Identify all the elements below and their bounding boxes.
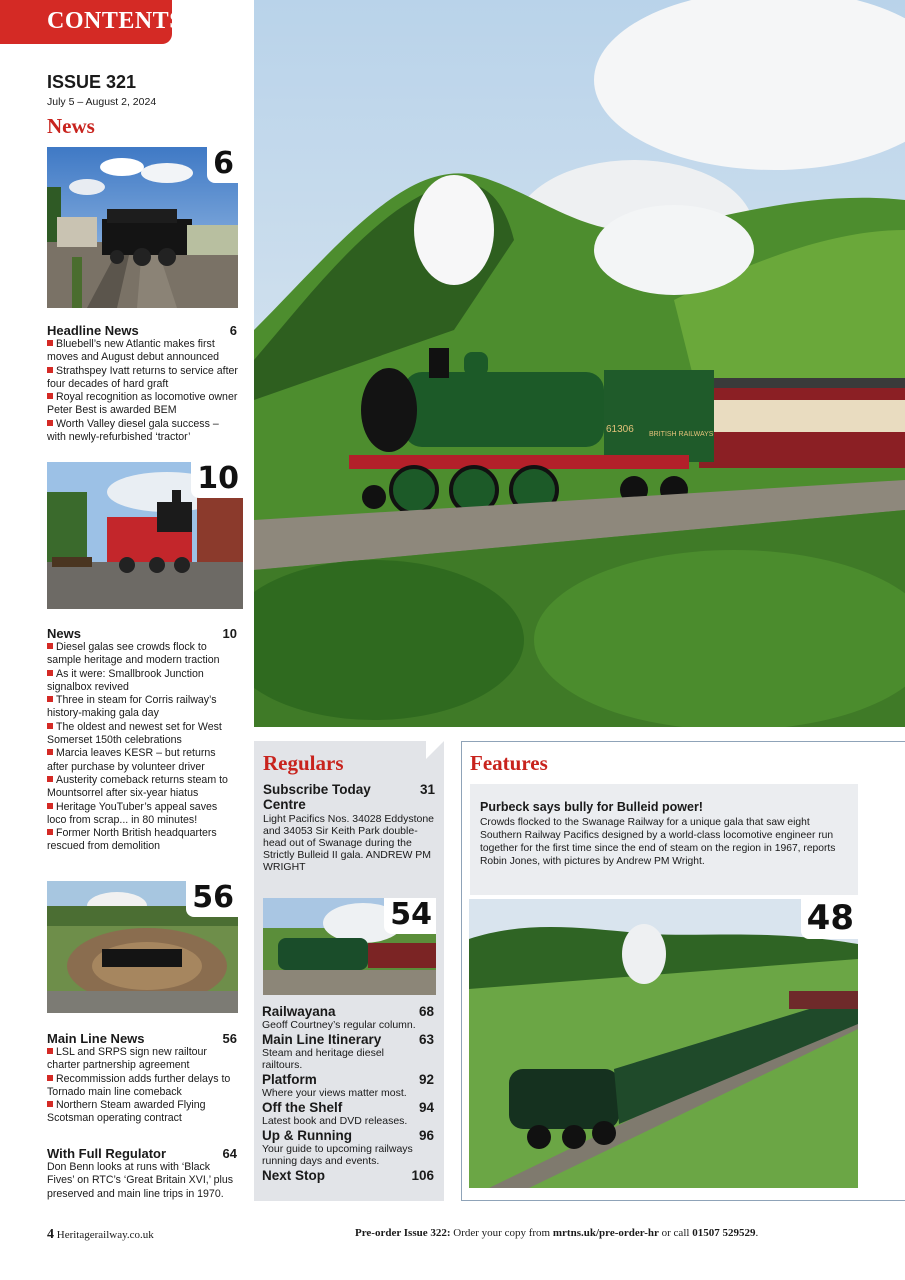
list-item: Marcia leaves KESR – but returns after purchase by volunteer driver: [47, 747, 216, 773]
hero-loco-number: 61306: [606, 424, 634, 435]
subscribe-title-2: Centre: [263, 797, 306, 812]
news-heading[interactable]: [47, 626, 237, 641]
page-number-56: 56: [186, 881, 238, 917]
subscribe-row[interactable]: [263, 782, 435, 797]
regulars-heading: Regulars: [263, 751, 344, 775]
list-item: Worth Valley diesel gala success – with newly-refurbished ‘tractor’: [47, 417, 219, 444]
list-item[interactable]: Off the Shelf 94 Latest book and DVD releases.: [262, 1100, 434, 1127]
list-item: Northern Steam awarded Flying Scotsman operating contract: [47, 1099, 206, 1125]
features-text: Crowds flocked to the Swanage Railway for a unique gala that saw eight Southern Railway Pacifics designed by a world-class locomotive engineer run together for the first time since the end of steam on the region in 1967, reports Robin Jones, with pictures by Andrew PM Wright.: [480, 817, 836, 867]
news-photo-turntable[interactable]: [47, 881, 238, 1013]
footer-left: [47, 1227, 154, 1243]
list-item: Austerity comeback returns steam to Mountsorrel after six-year hiatus: [47, 773, 228, 800]
news-photo-atlantic[interactable]: [47, 147, 238, 308]
footer-page-number: 4: [47, 1227, 54, 1242]
headline-news-heading[interactable]: [47, 323, 237, 338]
regulars-list: [262, 1004, 436, 1183]
headline-news-title: Headline News: [47, 323, 139, 338]
issue-dates: July 5 – August 2, 2024: [47, 96, 157, 108]
list-item[interactable]: Platform 92 Where your views matter most.: [262, 1072, 434, 1099]
list-item: As it were: Smallbrook Junction signalbox revived: [47, 667, 204, 693]
page-number-48: 48: [801, 899, 858, 939]
list-item: Former North British headquarters rescued from demolition: [47, 827, 217, 853]
main-line-news-list: [47, 1046, 239, 1126]
list-item: LSL and SRPS sign new railtour charter partnership agreement: [47, 1046, 207, 1072]
contents-tab: [0, 0, 184, 44]
subscribe-page: 31: [419, 782, 435, 797]
list-item: Bluebell’s new Atlantic makes first moves and August debut announced: [47, 338, 219, 364]
list-item: Strathspey Ivatt returns to service after four decades of hard graft: [47, 364, 238, 390]
page-number-54: 54: [384, 898, 436, 934]
headline-news-list: [47, 338, 239, 444]
full-regulator-page: 64: [222, 1146, 237, 1161]
hero-photo: [254, 0, 905, 727]
footer-site: Heritagerailway.co.uk: [56, 1229, 154, 1241]
features-headline: Purbeck says bully for Bulleid power!: [480, 800, 703, 814]
list-item: Recommission adds further delays to Tornado main line comeback: [47, 1072, 231, 1098]
list-item[interactable]: Railwayana 68 Geoff Courtney’s regular column.: [262, 1004, 434, 1031]
issue-number: ISSUE 321: [47, 72, 137, 92]
preorder-phone: 01507 529529: [692, 1227, 756, 1239]
hero-livery-text: BRITISH RAILWAYS: [649, 431, 714, 438]
list-item: Royal recognition as locomotive owner Peter Best is awarded BEM: [47, 391, 238, 417]
main-line-news-heading[interactable]: [47, 1031, 237, 1046]
news-section-heading: News: [47, 114, 95, 138]
list-item[interactable]: Main Line Itinerary 63 Steam and heritage diesel railtours.: [262, 1032, 434, 1071]
news-list: [47, 641, 239, 854]
main-line-news-title: Main Line News: [47, 1031, 145, 1046]
news-photo-corris[interactable]: [47, 462, 243, 609]
footer-preorder: Pre-order Issue 322: Order your copy from mrtns.uk/pre-order-hr or call 01507 529529.: [355, 1227, 759, 1239]
list-item: The oldest and newest set for West Somerset 150th celebrations: [47, 720, 222, 747]
contents-label: CONTENTS: [47, 8, 184, 34]
full-regulator-title: With Full Regulator: [47, 1146, 167, 1161]
page-number-10: 10: [191, 462, 243, 498]
list-item: Heritage YouTuber’s appeal saves loco from scrap... in 80 minutes!: [47, 800, 218, 826]
features-heading: Features: [470, 751, 548, 775]
full-regulator-heading[interactable]: [47, 1146, 237, 1161]
regulars-photo-caption: Light Pacifics Nos. 34028 Eddystone and 34053 Sir Keith Park double-head out of Swanage during the Strictly Bulleid II gala. ANDREW PM WRIGHT: [263, 813, 435, 873]
features-photo[interactable]: [469, 899, 858, 1188]
list-item[interactable]: Next Stop 106: [262, 1168, 434, 1183]
full-regulator-text: Don Benn looks at runs with ‘Black Fives’ on RTC’s ‘Great Britain XVI,’ plus preserved and main line trips in 1970.: [47, 1161, 234, 1200]
headline-news-page: 6: [229, 323, 237, 338]
list-item: Three in steam for Corris railway’s history-making gala day: [47, 694, 217, 720]
subscribe-title: Subscribe Today: [263, 782, 371, 797]
news-page: 10: [222, 626, 237, 641]
regulars-photo[interactable]: [263, 898, 436, 995]
features-card[interactable]: [470, 784, 858, 895]
preorder-link[interactable]: mrtns.uk/pre-order-hr: [552, 1227, 659, 1239]
page-number-6: 6: [207, 147, 238, 183]
list-item: Diesel galas see crowds flock to sample heritage and modern traction: [47, 641, 220, 667]
list-item[interactable]: Up & Running 96 Your guide to upcoming railways running days and events.: [262, 1128, 434, 1167]
main-line-news-page: 56: [222, 1031, 237, 1046]
news-title: News: [47, 626, 81, 641]
